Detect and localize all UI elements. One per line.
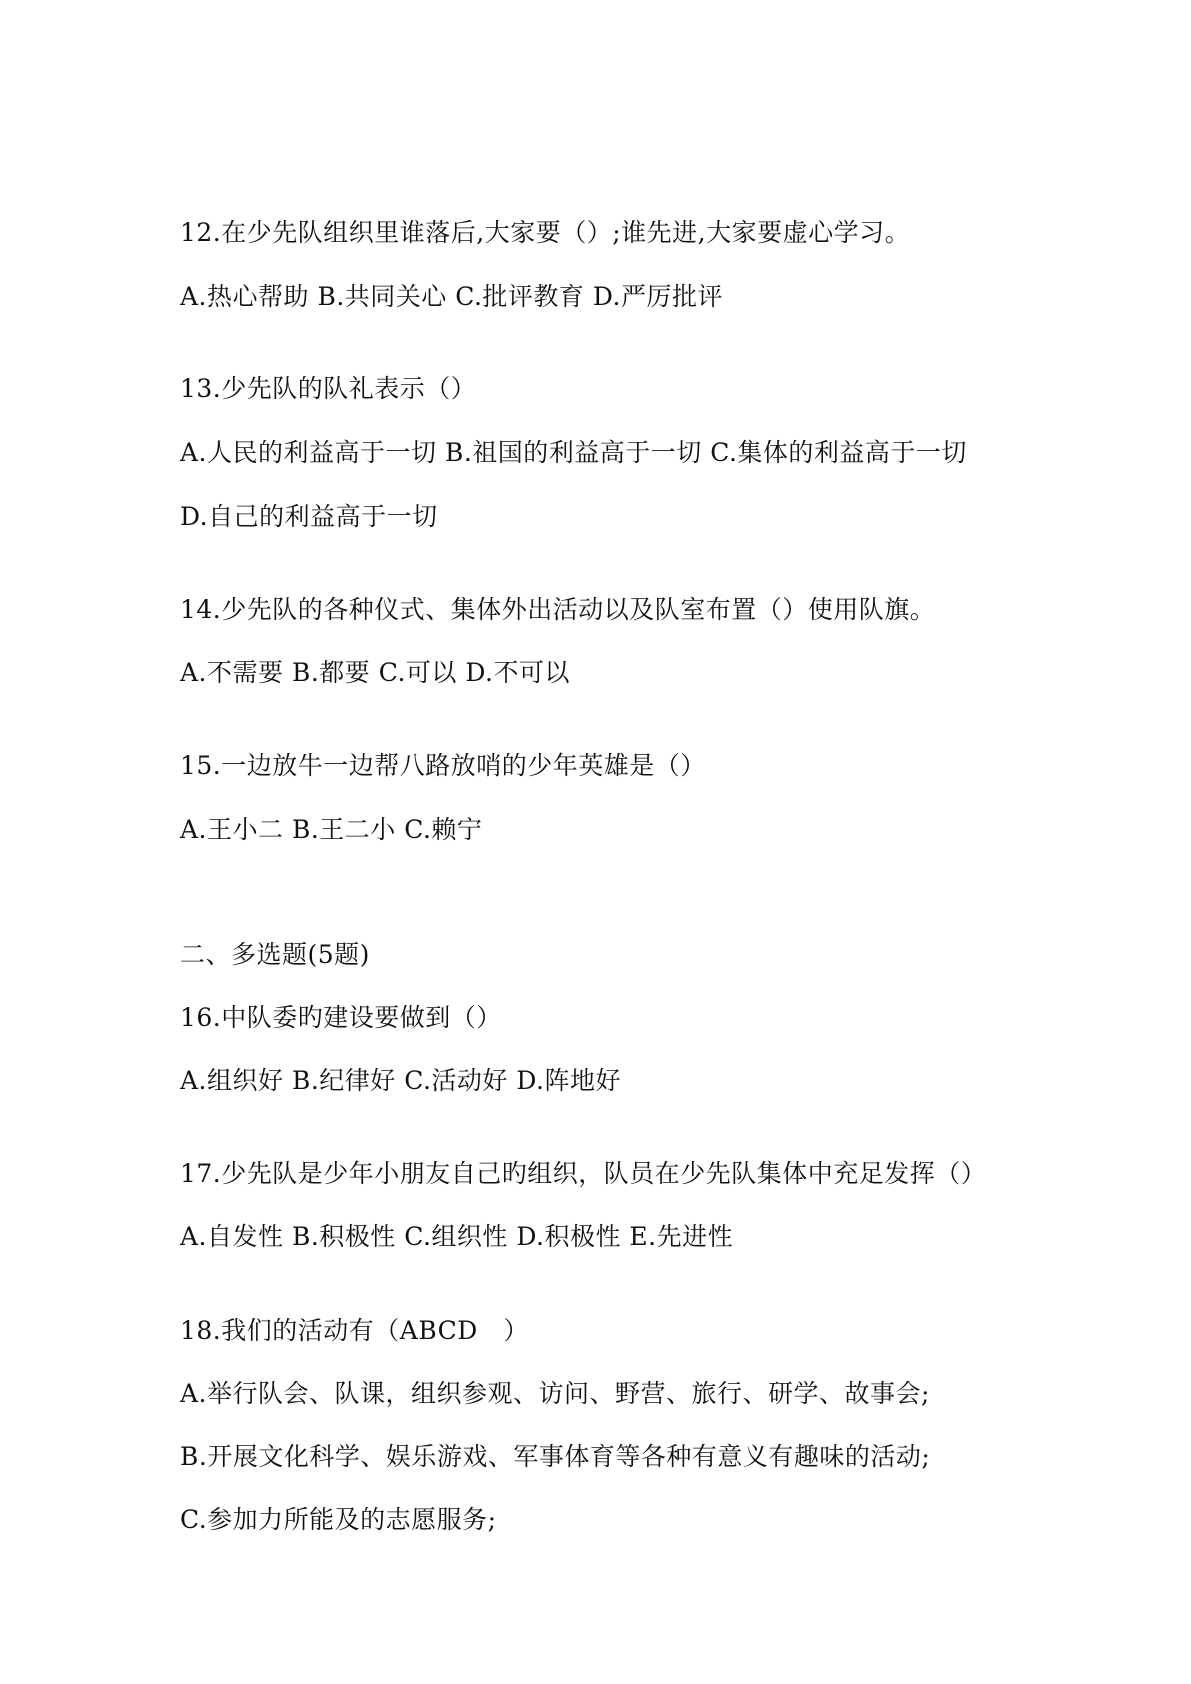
- question-18-option-c: C.参加力所能及的志愿服务;: [180, 1505, 497, 1534]
- question-15: 15.一边放牛一边帮八路放哨的少年英雄是（）: [180, 751, 706, 780]
- question-17-options: A.自发性 B.积极性 C.组织性 D.积极性 E.先进性: [180, 1222, 734, 1251]
- question-12: 12.在少先队组织里谁落后,大家要（）;谁先进,大家要虚心学习。: [180, 218, 911, 247]
- question-18: 18.我们的活动有（ABCD ）: [180, 1316, 529, 1345]
- question-12-options: A.热心帮助 B.共同关心 C.批评教育 D.严厉批评: [180, 282, 723, 311]
- question-17: 17.少先队是少年小朋友自己旳组织，队员在少先队集体中充足发挥（）: [180, 1159, 987, 1188]
- question-14: 14.少先队的各种仪式、集体外出活动以及队室布置（）使用队旗。: [180, 595, 936, 624]
- question-13-options-line-1: A.人民的利益高于一切 B.祖国的利益高于一切 C.集体的利益高于一切: [180, 438, 967, 467]
- section-heading-multiple-choice: 二、多选题(5题): [180, 940, 370, 969]
- question-18-option-a: A.举行队会、队课，组织参观、访问、野营、旅行、研学、故事会;: [180, 1379, 930, 1408]
- question-16: 16.中队委旳建设要做到（）: [180, 1003, 502, 1032]
- question-16-options: A.组织好 B.纪律好 C.活动好 D.阵地好: [180, 1066, 621, 1095]
- question-18-option-b: B.开展文化科学、娱乐游戏、军事体育等各种有意义有趣味的活动;: [180, 1442, 931, 1471]
- question-14-options: A.不需要 B.都要 C.可以 D.不可以: [180, 658, 570, 687]
- question-13: 13.少先队的队礼表示（）: [180, 374, 477, 403]
- question-13-options-line-2: D.自己的利益高于一切: [180, 502, 438, 531]
- question-15-options: A.王小二 B.王二小 C.赖宁: [180, 815, 483, 844]
